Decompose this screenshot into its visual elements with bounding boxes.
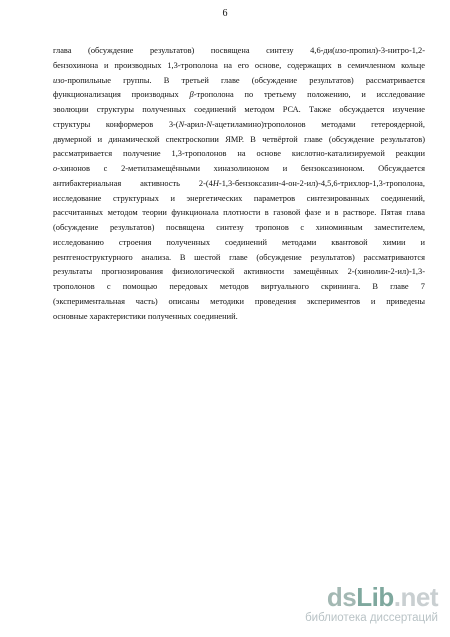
text-line — [53, 162, 425, 177]
logo-part-lib: Lib — [356, 582, 394, 612]
italic-run: о — [53, 164, 58, 173]
dslib-logo — [305, 584, 438, 610]
text-run: структуры конформеров 3-( — [53, 119, 179, 129]
text-line — [53, 44, 425, 59]
text-line — [53, 88, 425, 103]
text-line — [53, 310, 425, 325]
text-run: -ацетиламино)трополонов методами гетероядерной, — [211, 119, 426, 129]
body-paragraph — [53, 44, 425, 324]
text-run: результаты прогнозирования физиологической активности замещённых 2-(хинолин-2-ил)-1,3- — [53, 267, 425, 277]
text-line — [53, 59, 425, 74]
italic-run: N — [206, 119, 212, 129]
italic-run: изо — [53, 75, 65, 85]
text-line — [53, 147, 425, 162]
italic-run: β — [189, 90, 194, 100]
text-run: исследование структурных и энергетических параметров синтезированных соединений, — [53, 193, 425, 203]
text-line — [53, 118, 425, 133]
text-line — [53, 192, 425, 207]
text-line — [53, 251, 425, 266]
text-run: рассматривается получение 1,3-трополонов на основе кислотно-катализируемой реакции — [53, 149, 425, 159]
page-number: 6 — [222, 8, 228, 19]
text-run: антибактериальная активность 2-(4 — [53, 178, 213, 188]
italic-run: Н — [212, 178, 219, 188]
italic-run: изо — [334, 46, 347, 55]
text-run: основные характеристики полученных соединений. — [53, 311, 238, 321]
text-line — [53, 74, 425, 89]
italic-run: N — [178, 119, 185, 129]
text-run: -пропильные группы. В третьей главе (обсуждение результатов) рассматривается — [64, 75, 425, 85]
text-line — [53, 236, 425, 251]
text-run: рассчитанных методом теории функционала плотности в газовой фазе и в растворе. Пятая глава — [53, 208, 425, 218]
text-run: -трополона по третьему положению, и исследование — [193, 90, 425, 100]
text-run: эволюции структуры полученных соединений методом РСА. Также обсуждается изучение — [53, 105, 425, 114]
text-run: трополонов с помощью передовых методов виртуального скрининга. В главе 7 — [53, 282, 425, 291]
text-line — [53, 265, 425, 280]
text-run: исследованию строения полученных соединений методами квантовой химии и — [53, 237, 425, 247]
logo-part-ds: ds — [326, 582, 357, 612]
text-line — [53, 103, 425, 118]
dslib-watermark[interactable] — [305, 584, 438, 624]
text-run: функционализация производных — [53, 90, 190, 100]
text-run: -арил- — [184, 119, 207, 129]
text-run: -пропил)-3-нитро-1,2- — [346, 46, 425, 55]
text-run: бензохинона и производных 1,3-трополона на его основе, содержащих в семичленном кольце — [53, 60, 425, 70]
text-run: (обсуждение результатов) посвящена синтезу тропонов с хиноминным заместителем, — [53, 223, 425, 232]
text-line — [53, 177, 425, 192]
text-line — [53, 206, 425, 221]
text-run: (экспериментальная часть) описаны методики проведения экспериментов и приведены — [53, 296, 425, 306]
text-line — [53, 221, 425, 236]
logo-part-net: .net — [393, 582, 438, 612]
text-line — [53, 280, 425, 295]
dslib-subtitle: библиотека диссертаций — [305, 612, 438, 624]
text-run: двумерной и динамической спектроскопии ЯМР. В четвёртой главе (обсуждение результатов) — [53, 134, 425, 144]
text-run: -1,3-бензоксазин-4-он-2-ил)-4,5,6-трихлор-1,3-трополона, — [218, 178, 425, 188]
text-line — [53, 295, 425, 310]
text-run: рентгеноструктурного анализа. В шестой главе (обсуждение результатов) рассматриваются — [53, 252, 425, 262]
text-run: -хинонов с 2-метилзамещёнными хиназолиноном и бензоксазиноном. Обсуждается — [57, 164, 425, 173]
text-line — [53, 133, 425, 148]
text-run: глава (обсуждение результатов) посвящена синтезу 4,6-ди( — [53, 46, 335, 55]
